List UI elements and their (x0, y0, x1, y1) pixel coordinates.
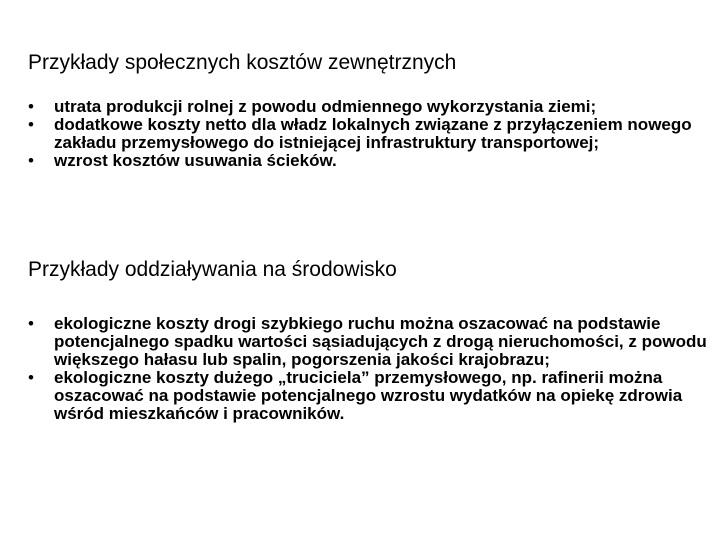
bullet-icon: • (28, 151, 34, 170)
bullet-list-social-costs (28, 98, 718, 170)
list-item (28, 369, 718, 423)
bullet-icon: • (28, 115, 34, 134)
bullet-icon: • (28, 314, 34, 333)
list-item-text: ekologiczne koszty dużego „truciciela” przemysłowego, np. rafinerii można oszacować na podstawie potencjalnego wzrostu wydatków na opiekę zdrowia wśród mieszkańców i pracowników. (54, 368, 683, 423)
list-item (28, 98, 718, 116)
section-heading-social-costs: Przykłady społecznych kosztów zewnętrznych (28, 51, 457, 74)
section-heading-environment: Przykłady oddziaływania na środowisko (28, 258, 397, 281)
bullet-icon: • (28, 97, 34, 116)
bullet-icon: • (28, 368, 34, 387)
list-item-text: utrata produkcji rolnej z powodu odmiennego wykorzystania ziemi; (54, 97, 597, 116)
list-item (28, 116, 718, 152)
list-item (28, 315, 718, 369)
list-item-text: ekologiczne koszty drogi szybkiego ruchu można oszacować na podstawie potencjalnego spadku wartości sąsiadujących z drogą nieruchomości, z powodu większego hałasu lub spalin, pogorszenia jakości krajobrazu; (54, 314, 707, 369)
list-item-text: dodatkowe koszty netto dla władz lokalnych związane z przyłączeniem nowego zakładu przemysłowego do istniejącej infrastruktury transportowej; (54, 115, 692, 152)
bullet-list-environment (28, 315, 718, 423)
list-item (28, 152, 718, 170)
list-item-text: wzrost kosztów usuwania ścieków. (54, 151, 337, 170)
